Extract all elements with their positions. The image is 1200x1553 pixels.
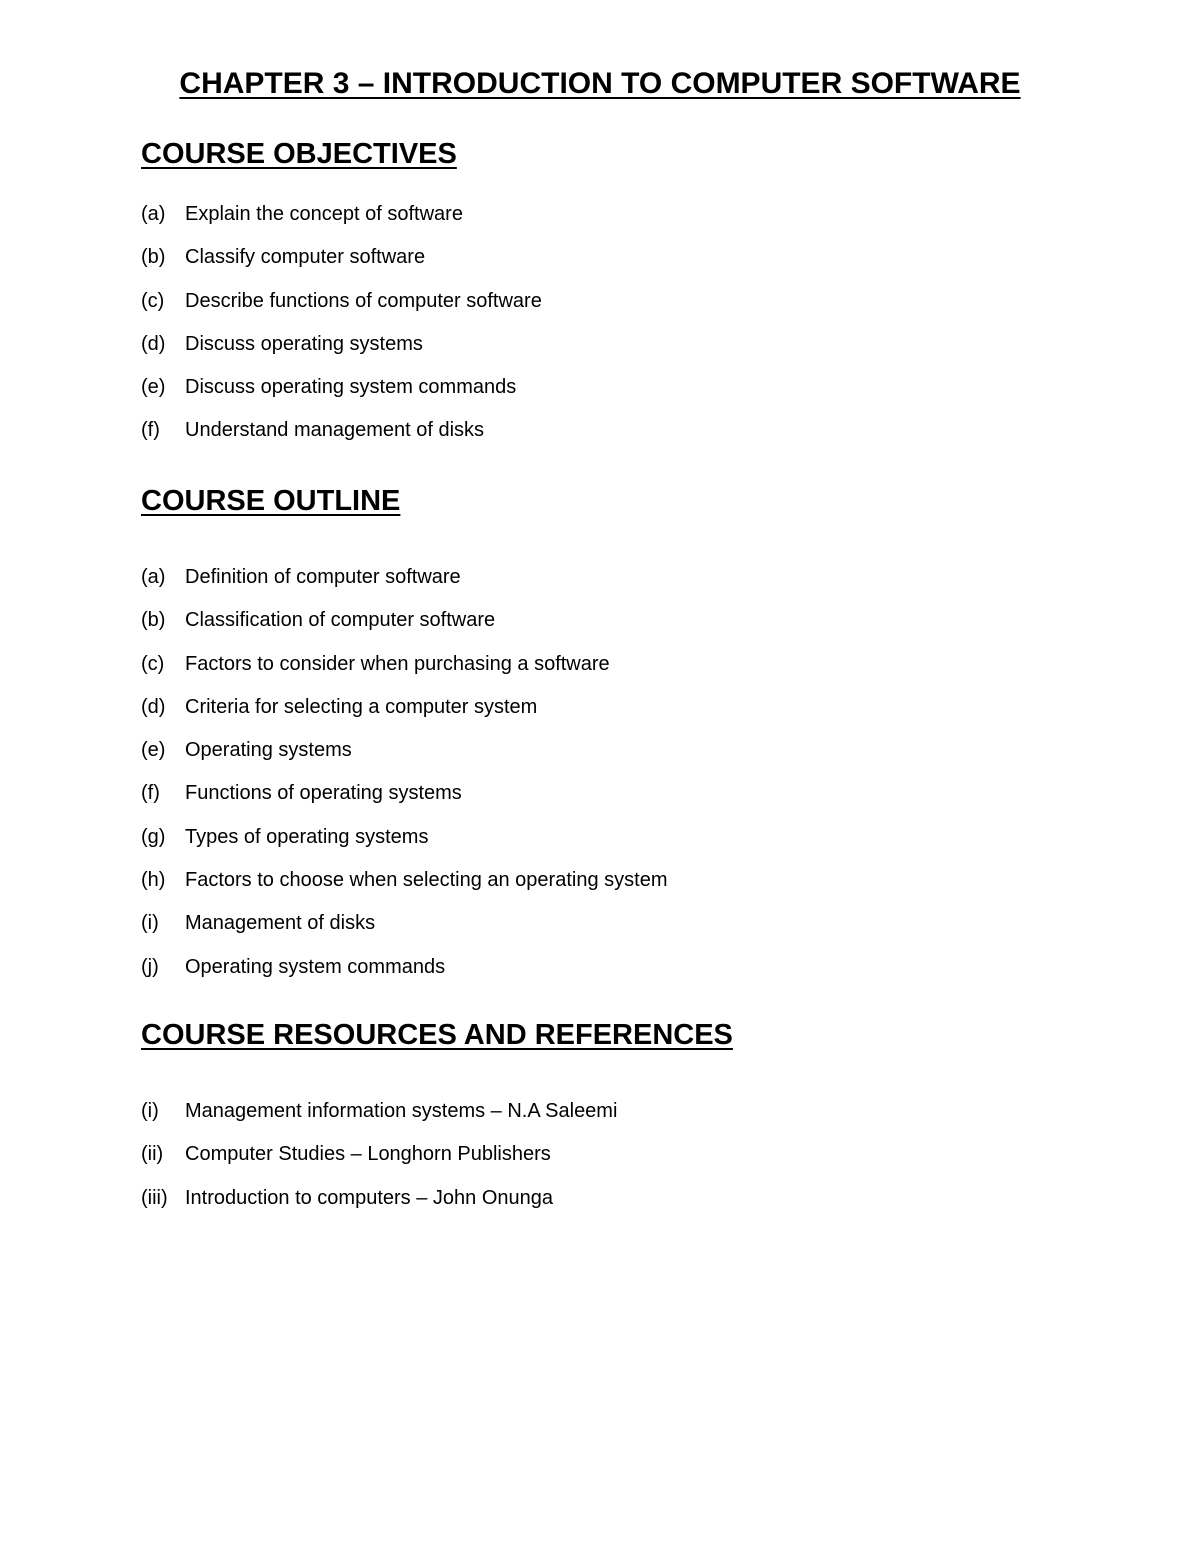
list-item-text: Discuss operating system commands [185,376,517,399]
list-item [141,607,667,650]
list-marker: (ii) [141,1143,164,1166]
list-item [141,1185,617,1228]
chapter-title [0,64,1200,104]
list-item-text: Factors to consider when purchasing a software [185,652,610,675]
list-item-text: Classification of computer software [185,609,496,632]
list-marker: (e) [141,376,166,399]
list-item-text: Types of operating systems [185,825,429,848]
list-item [141,780,667,823]
list-item [141,867,667,910]
list-item [141,1141,617,1184]
list-item [141,737,667,780]
list-item-text: Operating systems [185,739,352,762]
list-item-text: Functions of operating systems [185,782,462,805]
list-item-text: Operating system commands [185,955,446,978]
list-item [141,374,542,417]
list-marker: (iii) [141,1186,168,1209]
list-marker: (c) [141,652,165,675]
list-marker: (g) [141,825,166,848]
objectives-list [141,201,542,461]
list-item [141,694,667,737]
objectives-heading: COURSE OBJECTIVES [141,138,457,170]
list-item [141,201,542,244]
list-item-text: Management of disks [185,912,376,935]
list-item-text: Definition of computer software [185,566,461,588]
list-item-text: Factors to choose when selecting an operating system [185,869,668,892]
list-item [141,910,667,953]
list-item-text: Introduction to computers – John Onunga [185,1186,554,1209]
list-item [141,331,542,374]
list-marker: (f) [141,782,160,805]
list-item-text: Criteria for selecting a computer system [185,695,538,718]
list-marker: (d) [141,695,166,718]
list-item-text: Management information systems – N.A Saleemi [185,1100,618,1122]
list-marker: (a) [141,203,166,225]
list-item [141,244,542,287]
list-marker: (f) [141,419,160,442]
list-marker: (e) [141,739,166,762]
chapter-title-text: CHAPTER 3 – INTRODUCTION TO COMPUTER SOFTWARE [179,67,1021,100]
list-marker: (i) [141,912,159,935]
list-item-text: Discuss operating systems [185,332,423,355]
list-marker: (h) [141,869,166,892]
outline-heading: COURSE OUTLINE [141,485,401,517]
list-item-text: Computer Studies – Longhorn Publishers [185,1143,551,1166]
list-item [141,954,667,997]
resources-heading: COURSE RESOURCES AND REFERENCES [141,1019,733,1051]
resources-list [141,1098,617,1228]
list-item-text: Understand management of disks [185,419,485,442]
list-marker: (c) [141,289,165,312]
list-item-text: Describe functions of computer software [185,289,542,312]
list-marker: (b) [141,609,166,632]
list-marker: (j) [141,955,159,978]
list-marker: (d) [141,332,166,355]
list-marker: (a) [141,566,166,588]
list-marker: (i) [141,1100,159,1122]
list-item [141,824,667,867]
list-item [141,1098,617,1141]
list-item [141,417,542,460]
list-item [141,288,542,331]
list-item [141,651,667,694]
outline-list [141,564,667,997]
list-marker: (b) [141,246,166,269]
list-item-text: Explain the concept of software [185,203,463,225]
list-item [141,564,667,607]
list-item-text: Classify computer software [185,246,426,269]
